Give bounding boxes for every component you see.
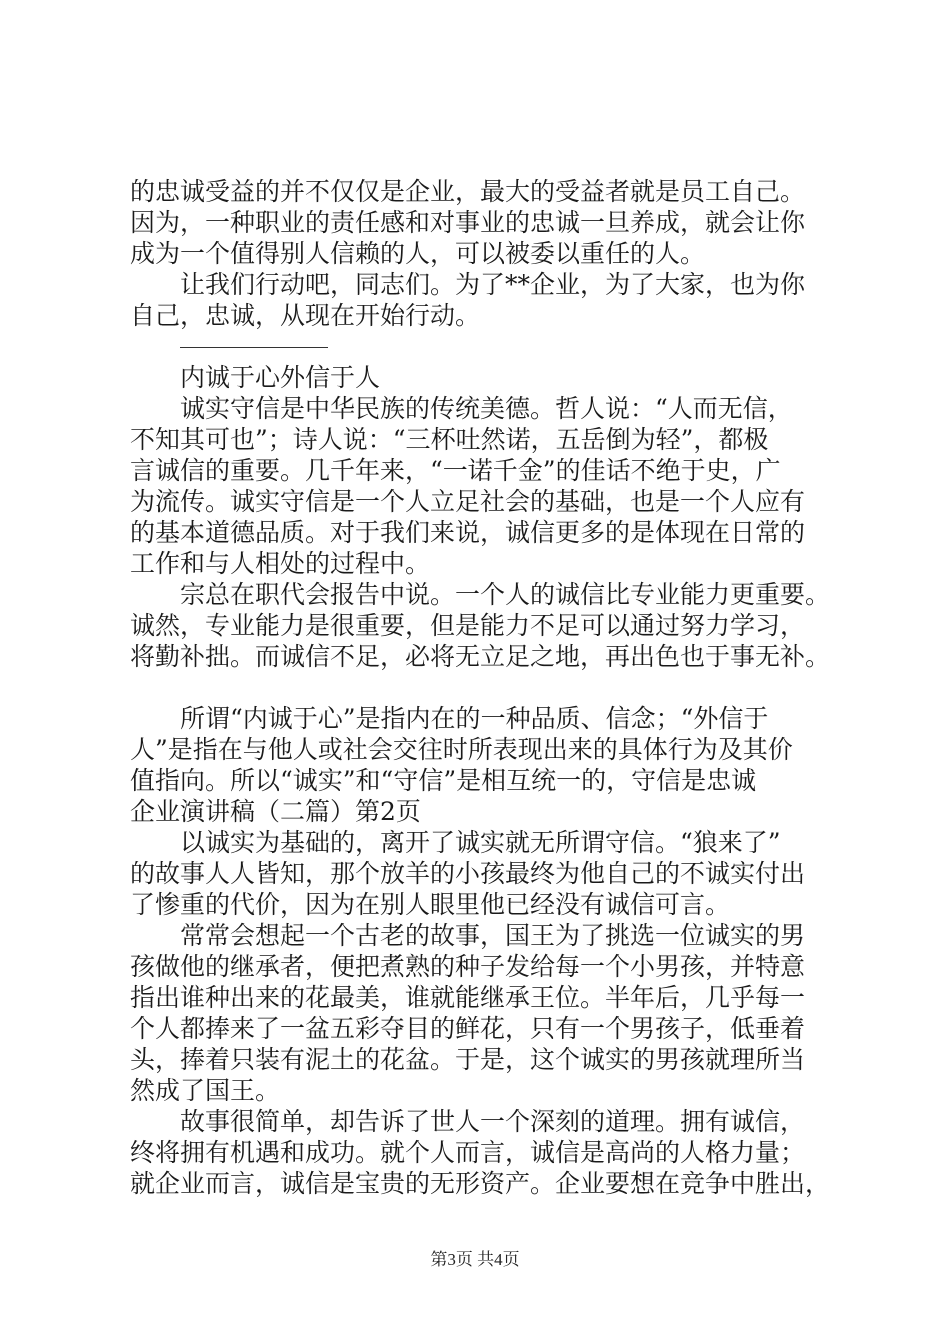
- text-line: 工作和与人相处的过程中。: [130, 549, 431, 578]
- section-title: 内诚于心外信于人: [180, 363, 381, 392]
- text-line: 个人都捧来了一盆五彩夺目的鲜花，只有一个男孩子，低垂着: [130, 1014, 806, 1043]
- text-line: 诚实守信是中华民族的传统美德。哲人说：“人而无信，: [180, 394, 793, 423]
- text-line: 的基本道德品质。对于我们来说，诚信更多的是体现在日常的: [130, 518, 806, 547]
- text-line: 故事很简单，却告诉了世人一个深刻的道理。拥有诚信，: [180, 1107, 806, 1136]
- text-line: 为流传。诚实守信是一个人立足社会的基础，也是一个人应有: [130, 487, 806, 516]
- text-line: 让我们行动吧，同志们。为了**企业，为了大家，也为你: [180, 270, 806, 299]
- text-line: 不知其可也”；诗人说：“三杯吐然诺，五岳倒为轻”，都极: [130, 425, 769, 454]
- text-line: 孩做他的继承者，便把煮熟的种子发给每一个小男孩，并特意: [130, 952, 806, 981]
- text-line: 然成了国王。: [130, 1076, 281, 1105]
- text-line: 指出谁种出来的花最美，谁就能继承王位。半年后，几乎每一: [130, 983, 806, 1012]
- text-line: 所谓“内诚于心”是指内在的一种品质、信念；“外信于: [180, 704, 769, 733]
- text-line: 常常会想起一个古老的故事，国王为了挑选一位诚实的男: [180, 921, 806, 950]
- text-line: 因为，一种职业的责任感和对事业的忠诚一旦养成，就会让你: [130, 208, 806, 237]
- text-line: 的忠诚受益的并不仅仅是企业，最大的受益者就是员工自己。: [130, 177, 806, 206]
- text-line: 的故事人人皆知，那个放羊的小孩最终为他自己的不诚实付出: [130, 859, 806, 888]
- page-reference-line: 企业演讲稿（二篇）第2页: [130, 797, 421, 826]
- text-line: 成为一个值得别人信赖的人，可以被委以重任的人。: [130, 239, 706, 268]
- blank-line: [130, 672, 850, 703]
- text-line: 言诚信的重要。几千年来，“一诺千金”的佳话不绝于史，广: [130, 456, 781, 485]
- document-body: [130, 176, 850, 1199]
- text-line: 将勤补拙。而诚信不足，必将无立足之地，再出色也于事无补。: [130, 642, 831, 671]
- text-line: 宗总在职代会报告中说。一个人的诚信比专业能力更重要。: [180, 580, 831, 609]
- text-line: 以诚实为基础的，离开了诚实就无所谓守信。“狼来了”: [180, 828, 781, 857]
- section-divider: [180, 331, 328, 362]
- text-line: 人”是指在与他人或社会交往时所表现出来的具体行为及其价: [130, 735, 793, 764]
- text-line: 就企业而言，诚信是宝贵的无形资产。企业要想在竞争中胜出，: [130, 1169, 831, 1198]
- text-line: 终将拥有机遇和成功。就个人而言，诚信是高尚的人格力量；: [130, 1138, 806, 1167]
- text-line: 自己，忠诚，从现在开始行动。: [130, 301, 481, 330]
- text-line: 头，捧着只装有泥土的花盆。于是，这个诚实的男孩就理所当: [130, 1045, 806, 1074]
- text-line: 了惨重的代价，因为在别人眼里他已经没有诚信可言。: [130, 890, 731, 919]
- page-footer: 第3页 共4页: [430, 1250, 520, 1269]
- text-line: 诚然，专业能力是很重要，但是能力不足可以通过努力学习，: [130, 611, 806, 640]
- text-line: 值指向。所以“诚实”和“守信”是相互统一的，守信是忠诚: [130, 766, 757, 795]
